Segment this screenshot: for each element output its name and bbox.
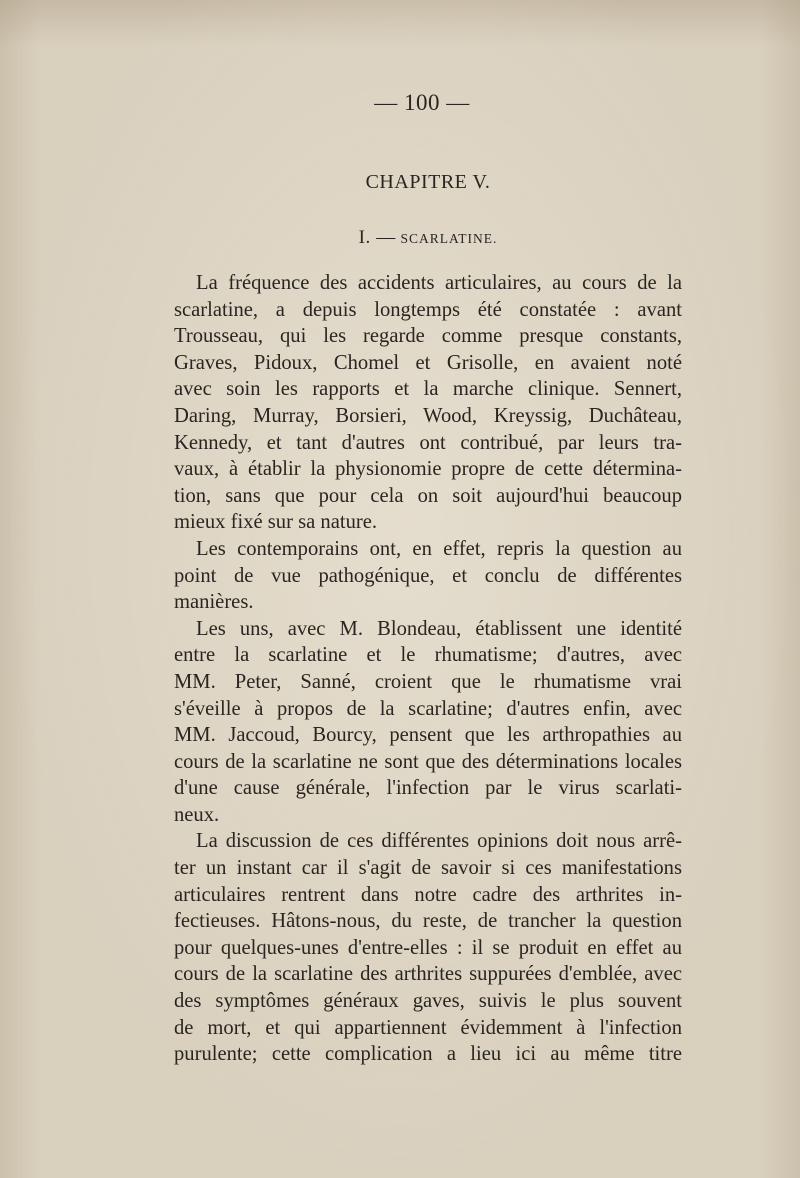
section-title: SCARLATINE.: [400, 231, 498, 246]
body-text: [174, 270, 682, 1068]
text-line: articulaires rentrent dans notre cadre des arthrites in-: [174, 883, 682, 906]
section-number: I. —: [358, 227, 396, 248]
text-line: tion, sans que pour cela on soit aujourd'hui beaucoup: [174, 484, 682, 507]
text-line: fectieuses. Hâtons-nous, du reste, de trancher la question: [174, 910, 682, 933]
text-line: cours de la scarlatine ne sont que des déterminations locales: [174, 750, 682, 773]
text-line: Kennedy, et tant d'autres ont contribué, par leurs tra-: [174, 431, 682, 454]
text-line: entre la scarlatine et le rhumatisme; d'autres, avec: [174, 644, 682, 667]
text-line: purulente; cette complication a lieu ici au même titre: [174, 1043, 682, 1066]
text-line: Les contemporains ont, en effet, repris la question au: [196, 537, 682, 560]
text-line: Daring, Murray, Borsieri, Wood, Kreyssig, Duchâteau,: [174, 404, 682, 427]
text-line: MM. Peter, Sanné, croient que le rhumatisme vrai: [174, 670, 682, 693]
text-line: scarlatine, a depuis longtemps été constatée : avant: [174, 298, 682, 321]
text-line: MM. Jaccoud, Bourcy, pensent que les arthropathies au: [174, 724, 682, 747]
text-line: La fréquence des accidents articulaires, au cours de la: [196, 272, 682, 294]
section-heading: [0, 227, 800, 249]
text-line: de mort, et qui appartiennent évidemment à l'infection: [174, 1016, 682, 1039]
text-line: des symptômes généraux gaves, suivis le plus souvent: [174, 990, 682, 1013]
text-line: ter un instant car il s'agit de savoir si ces manifestations: [174, 857, 682, 880]
text-line: Les uns, avec M. Blondeau, établissent une identité: [196, 617, 682, 640]
text-line: d'une cause générale, l'infection par le virus scarlati-: [174, 777, 682, 800]
chapter-title: CHAPITRE V.: [365, 171, 491, 193]
text-line: Graves, Pidoux, Chomel et Grisolle, en avaient noté: [174, 351, 682, 374]
text-line: vaux, à établir la physionomie propre de cette détermina-: [174, 458, 682, 481]
text-line: avec soin les rapports et la marche clinique. Sennert,: [174, 378, 682, 401]
text-line: manières.: [174, 591, 254, 614]
text-line: neux.: [174, 803, 220, 826]
text-line: pour quelques-unes d'entre-elles : il se produit en effet au: [174, 936, 682, 959]
text-line: Trousseau, qui les regarde comme presque constants,: [174, 325, 682, 348]
text-line: cours de la scarlatine des arthrites suppurées d'emblée, avec: [174, 963, 682, 986]
page-number: — 100 —: [374, 90, 470, 115]
text-line: s'éveille à propos de la scarlatine; d'autres enfin, avec: [174, 697, 682, 720]
text-line: mieux fixé sur sa nature.: [174, 511, 378, 534]
text-line: La discussion de ces différentes opinions doit nous arrê-: [196, 830, 682, 853]
text-line: point de vue pathogénique, et conclu de différentes: [174, 564, 682, 587]
